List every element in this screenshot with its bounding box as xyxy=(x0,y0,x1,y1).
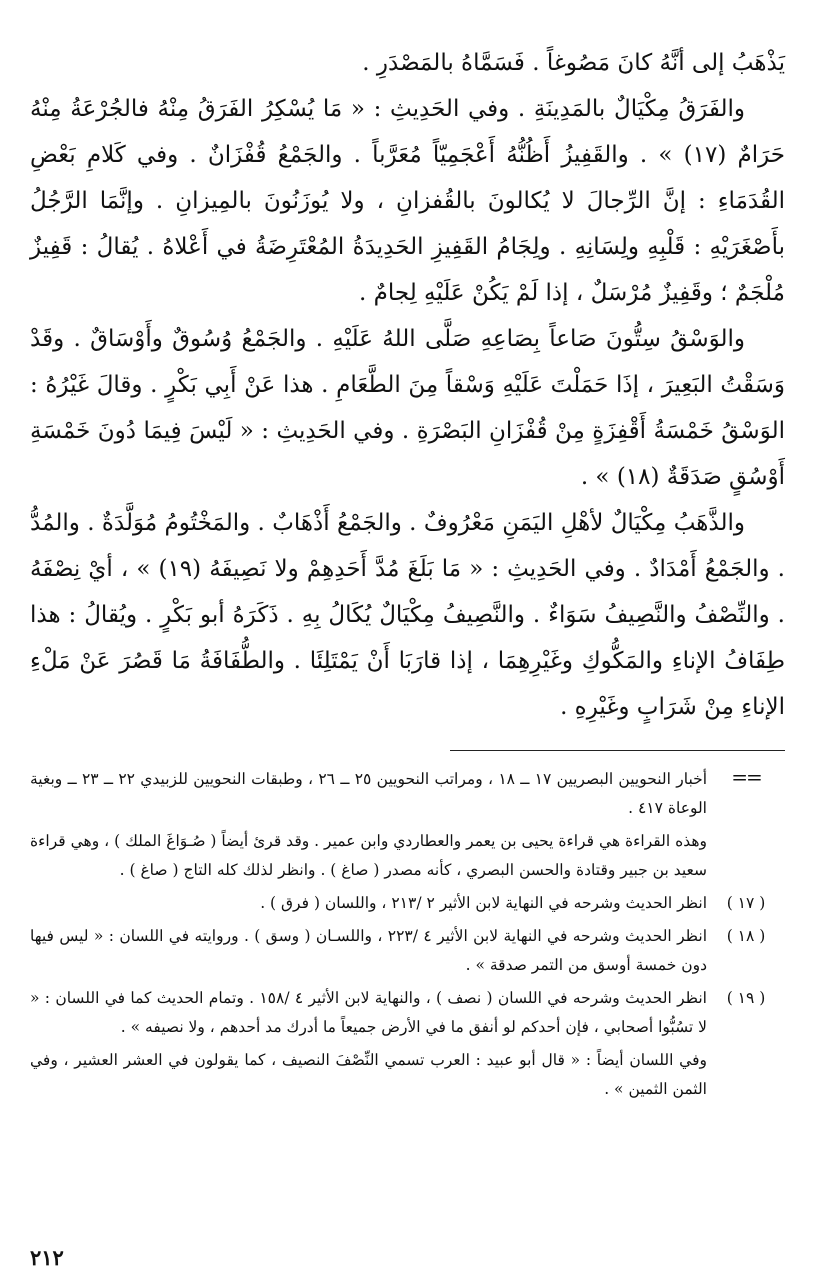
main-paragraph-2: والفَرَقُ مِكْيَالٌ بالمَدِينَةِ . وفي الحَدِيثِ : « مَا يُسْكِرُ الفَرَقُ مِنْهُ فالجُرْعَةُ مِنْهُ حَرَامٌ (١٧) » . والقَفِيزُ أَظُنُّهُ أَعْجَمِيّاً مُعَرَّباً . والجَمْعُ قُفْزَانٌ . وفي كَلامِ بَعْضِ القُدَمَاءِ : إنَّ الرِّجالَ لا يُكالونَ بالقُفزانِ ، ولا يُوزَنُونَ بالمِيزانِ . وإنَّمَا الرَّجُلُ بأَصْغَرَيْهِ : قَلْبِهِ ولِسَانِهِ . ولِجَامُ القَفِيزِ الحَدِيدَةُ المُعْتَرِضَةُ في أَعْلاهُ . يُقالُ : قَفِيزٌ مُلْجَمٌ ؛ وقَفِيزٌ مُرْسَلٌ ، إذا لَمْ يَكُنْ عَلَيْهِ لِجامٌ . xyxy=(30,96,785,306)
footnote-number: ( ١٩ ) xyxy=(726,989,766,1007)
main-paragraph-4: والذَّهَبُ مِكْيَالٌ لأهْلِ اليَمَنِ مَعْرُوفٌ . والجَمْعُ أَذْهَابٌ . والمَخْتُومُ مُوَلَّدَةٌ . والمُدُّ . والجَمْعُ أَمْدَادٌ . وفي الحَدِيثِ : « مَا بَلَغَ مُدَّ أَحَدِهِمْ ولا نَصِيفَهُ (١٩) » ، أيْ نِصْفَهُ . والنِّصْفُ والنَّصِيفُ سَوَاءٌ . والنَّصِيفُ مِكْيَالٌ يُكَالُ بِهِ . ذَكَرَهُ أبو بَكْرٍ . ويُقالُ : هذا طِفَافُ الإناءِ والمَكُّوكِ وغَيْرِهِمَا ، إذا قارَبَا أَنْ يَمْتَلِئَا . والطُّفَافَةُ مَا قَصُرَ عَنْ مَلْءِ الإناءِ مِنْ شَرَابٍ وغَيْرِهِ . xyxy=(30,510,785,720)
footnote-text: انظر الحديث وشرحه في النهاية لابن الأثير ٤ /٢٢٣ ، واللسـان ( وسق ) . وروايته في اللسان : « ليس فيها دون خمسة أوسق من التمر صدقة » . xyxy=(30,927,708,974)
footnote-17 xyxy=(30,889,785,918)
footnote-text: انظر الحديث وشرحه في اللسان ( نصف ) ، والنهاية لابن الأثير ٤ /١٥٨ . وتمام الحديث كما في اللسان : « لا تسُبُّوا أصحابي ، فإن أحدكم لو أنفق ما في الأرض جميعاً ما أدرك مد أحدهم ، ولا نصيفه » . xyxy=(30,989,707,1036)
main-paragraph-1: يَذْهَبُ إلى أنَّهُ كانَ مَصُوغاً . فَسَمَّاهُ بالمَصْدَرِ . xyxy=(362,50,785,76)
footnote-18 xyxy=(30,922,785,980)
footnote-text: وهذه القراءة هي قراءة يحيى بن يعمر والعطاردي وابن عمير . وقد قرئ أيضاً ( صُـوَاغَ الملك ) ، وهي قراءة سعيد بن جبير وقتادة والحسن البصري ، كأنه مصدر ( صاغ ) . وانظر لذلك كله التاج ( صاغ ) . xyxy=(30,832,707,879)
footnote-number: ( ١٧ ) xyxy=(726,894,766,912)
footnote-text: أخبار النحويين البصريين ١٧ ــ ١٨ ، ومراتب النحويين ٢٥ ــ ٢٦ ، وطبقات النحويين للزبيدي ٢٢ ــ ٢٣ ــ وبغية الوعاة ٤١٧ . xyxy=(30,770,708,817)
book-page xyxy=(30,40,785,1270)
footnote-text: وفي اللسان أيضاً : « قال أبو عبيد : العرب تسمي النِّصْفَ النصيف ، كما يقولون في العشر العشير ، وفي الثمن الثمين » . xyxy=(30,1051,707,1098)
footnote-text: انظر الحديث وشرحه في النهاية لابن الأثير ٢ /٢١٣ ، واللسان ( فرق ) . xyxy=(260,894,707,912)
page-number: ٢١٢ xyxy=(30,1245,64,1270)
main-text xyxy=(30,40,785,730)
footnote-body xyxy=(30,765,707,885)
footnote-separator xyxy=(450,750,785,751)
footnote-body xyxy=(30,889,707,918)
footnotes xyxy=(30,765,785,1104)
footnote-19 xyxy=(30,984,785,1104)
footnote-continuation-mark: == xyxy=(731,765,761,789)
footnote-continued xyxy=(30,765,785,885)
footnote-body xyxy=(30,922,707,980)
main-paragraph-3: والوَسْقُ سِتُّونَ صَاعاً بِصَاعِهِ صَلَّى اللهُ عَلَيْهِ . والجَمْعُ وُسُوقٌ وأَوْسَاقٌ . وقَدْ وَسَقْتُ البَعِيرَ ، إذَا حَمَلْتَ عَلَيْهِ وَسْقاً مِنَ الطَّعَامِ . هذا عَنْ أَبِي بَكْرٍ . وقالَ غَيْرُهُ : الوَسْقُ خَمْسَةُ أَقْفِزَةٍ مِنْ قُفْزَانِ البَصْرَةِ . وفي الحَدِيثِ : « لَيْسَ فِيمَا دُونَ خَمْسَةِ أَوْسُقٍ صَدَقَةٌ (١٨) » . xyxy=(30,326,785,490)
footnote-number: ( ١٨ ) xyxy=(726,927,766,945)
footnote-body xyxy=(30,984,707,1104)
